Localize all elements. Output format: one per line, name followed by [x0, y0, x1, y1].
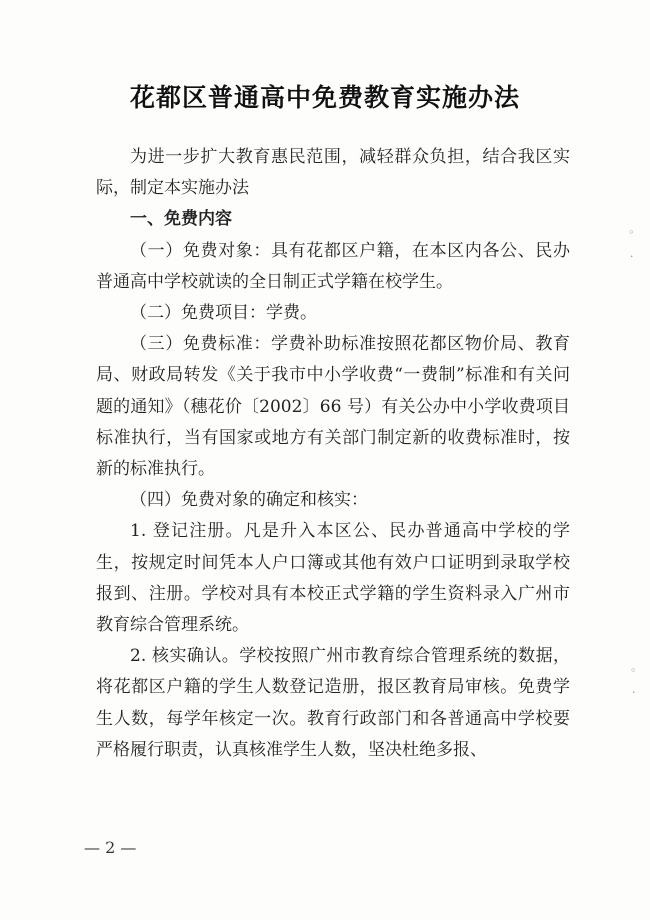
paragraph-intro: 为进一步扩大教育惠民范围，减轻群众负担，结合我区实际，制定本实施办法 [96, 147, 570, 199]
page-number: — 2 — [84, 838, 137, 857]
paragraph-free-standard: （三）免费标准：学费补助标准按照花都区物价局、教育局、财政局转发《关于我市中小学收费“一费制”标准和有关问题的通知》（穗花价〔2002〕66 号）有关公办中小学收费项目标准执行，当有国家或地方有关部门制定新的收费标准时，按新的标准执行。 [96, 334, 570, 480]
paragraph-free-recipients: （一）免费对象：具有花都区户籍，在本区内各公、民办普通高中学校就读的全日制正式学籍在校学生。 [96, 240, 570, 292]
paragraph-confirmation-heading: （四）免费对象的确定和核实： [130, 490, 368, 511]
scan-mark: ◦ [628, 226, 635, 239]
section-heading-free-content: 一、免费内容 [130, 209, 232, 230]
paragraph-free-items: （二）免费项目：学费。 [130, 303, 317, 324]
paragraph-registration: 1. 登记注册。凡是升入本区公、民办普通高中学校的学生，按规定时间凭本人户口簿或其他有效户口证明到录取学校报到、注册。学校对具有本校正式学籍的学生资料录入广州市教育综合管理系统。 [96, 521, 570, 636]
document-body [96, 142, 570, 766]
scan-mark: · [630, 250, 634, 263]
scan-mark: · [632, 686, 636, 699]
document-title: 花都区普通高中免费教育实施办法 [129, 83, 520, 112]
paragraph-verification: 2. 核实确认。学校按照广州市教育综合管理系统的数据，将花都区户籍的学生人数登记造册，报区教育局审核。免费学生人数，每学年核定一次。教育行政部门和各普通高中学校要严格履行职责，认真核准学生人数，坚决杜绝多报、 [96, 646, 570, 760]
scan-mark: ◦ [630, 664, 637, 677]
